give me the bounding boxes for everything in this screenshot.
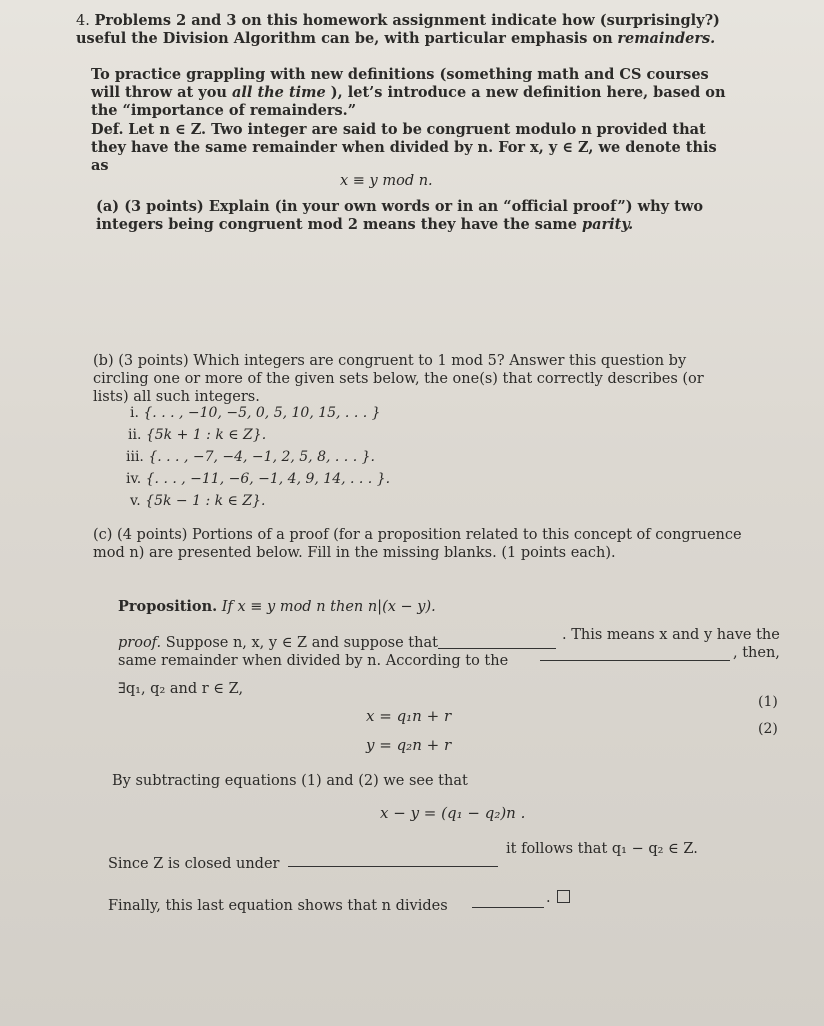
blank-3[interactable] bbox=[288, 852, 498, 867]
equation-2-number: (2) bbox=[758, 721, 778, 737]
part-a: (a) (3 points) Explain (in your own words or in an “official proof”) why two integers being congruent mod 2 means they have the same parity. bbox=[96, 198, 704, 233]
option-i[interactable]: i. {. . . , −10, −5, 0, 5, 10, 15, . . . } bbox=[130, 405, 381, 421]
proof-line-2-end: , then, bbox=[733, 645, 780, 661]
option-ii[interactable]: ii. {5k + 1 : k ∈ Z}. bbox=[128, 427, 267, 443]
problem-number: 4. bbox=[76, 13, 90, 29]
subtracting-line: By subtracting equations (1) and (2) we see that bbox=[112, 773, 468, 789]
problem-intro-emphasis: remainders. bbox=[617, 30, 716, 47]
definition-paragraph: Def. Let n ∈ Z. Two integer are said to be congruent modulo n provided that they have the same remainder when divided by n. For x, y ∈ Z, we denote this as bbox=[91, 121, 717, 174]
proposition: Proposition. If x ≡ y mod n then n|(x − y). bbox=[118, 598, 436, 615]
blank-1[interactable] bbox=[438, 634, 556, 649]
option-iv[interactable]: iv. {. . . , −11, −6, −1, 4, 9, 14, . . . }. bbox=[126, 471, 391, 487]
part-c: (c) (4 points) Portions of a proof (for a proposition related to this concept of congruence mod n) are presented below. Fill in the missing blanks. (1 points each). bbox=[93, 527, 742, 561]
equation-2: y = q₂n + r bbox=[366, 736, 452, 754]
option-v[interactable]: v. {5k − 1 : k ∈ Z}. bbox=[130, 493, 266, 509]
qed-box-icon bbox=[557, 890, 570, 903]
proof-line-1: proof. Suppose n, x, y ∈ Z and suppose that bbox=[118, 635, 438, 651]
closed-under-line: Since Z is closed under bbox=[108, 856, 280, 872]
part-b: (b) (3 points) Which integers are congruent to 1 mod 5? Answer this question by circling one or more of the given sets below, the one(s) that correctly describes (or lists) all such integers. bbox=[93, 353, 704, 405]
option-iii[interactable]: iii. {. . . , −7, −4, −1, 2, 5, 8, . . . }. bbox=[126, 449, 375, 465]
problem-intro-text: Problems 2 and 3 on this homework assignment indicate how (surprisingly?) useful the Division Algorithm can be, with particular emphasis on bbox=[76, 12, 720, 47]
problem-4-intro bbox=[76, 12, 736, 48]
qed-line: . bbox=[546, 889, 570, 907]
equation-1-number: (1) bbox=[758, 694, 778, 710]
blank-4[interactable] bbox=[472, 893, 544, 908]
proof-line-1-end: . This means x and y have the bbox=[562, 627, 780, 643]
practice-paragraph: To practice grappling with new definitions (something math and CS courses will throw at you all the time ), let’s introduce a new definition here, based on the “importance of remainders.” bbox=[91, 66, 726, 119]
proof-line-3: ∃q₁, q₂ and r ∈ Z, bbox=[118, 681, 244, 697]
proof-line-2: same remainder when divided by n. According to the bbox=[118, 653, 509, 669]
equation-difference: x − y = (q₁ − q₂)n . bbox=[380, 804, 526, 822]
definition-notation: x ≡ y mod n. bbox=[340, 173, 433, 189]
definition-label: Def. bbox=[91, 121, 124, 138]
equation-1: x = q₁n + r bbox=[366, 707, 452, 725]
finally-line: Finally, this last equation shows that n divides bbox=[108, 898, 448, 914]
closed-under-end: it follows that q₁ − q₂ ∈ Z. bbox=[506, 841, 698, 857]
blank-2[interactable] bbox=[540, 646, 730, 661]
